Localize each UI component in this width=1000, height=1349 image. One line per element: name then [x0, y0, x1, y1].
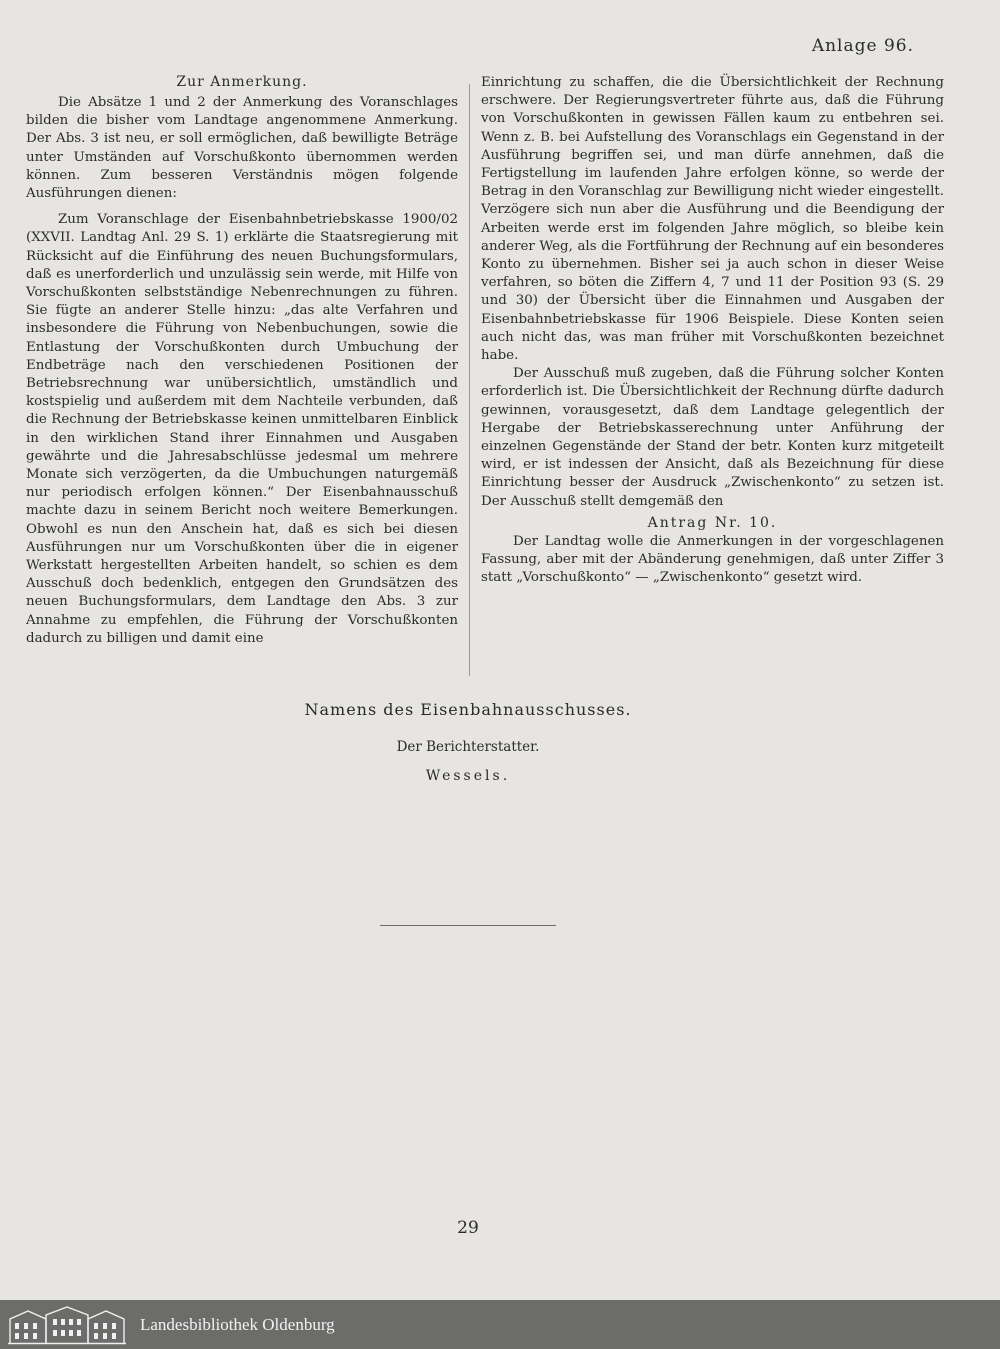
library-name: Landesbibliothek Oldenburg	[140, 1314, 335, 1334]
paragraph: Der Ausschuß muß zugeben, daß die Führung solcher Konten erforderlich ist. Die Übersichtlichkeit der Rechnung dürfte dadurch gewinnen, vorausgesetzt, daß dem Landtage gelegentlich der Hergabe der Betriebskasserechnung unter Anführung der einzelnen Gegenstände der Stand der betr. Konten kurz mitgeteilt wird, er ist indessen der Ansicht, daß als Bezeichnung für diese Einrichtung besser der Ausdruck „Zwischenkonto“ zu setzen ist. Der Ausschuß stellt demgemäß den	[481, 366, 944, 509]
text-columns	[26, 74, 944, 676]
column-divider	[469, 84, 470, 676]
section-title: Zur Anmerkung.	[176, 74, 308, 90]
left-column	[26, 74, 458, 676]
motion-title: Antrag Nr. 10.	[647, 514, 778, 531]
right-column	[481, 74, 944, 676]
horizontal-rule	[380, 925, 556, 926]
paragraph: Die Absätze 1 und 2 der Anmerkung des Voranschlages bilden die bisher vom Landtage angenommene Anmerkung. Der Abs. 3 ist neu, er soll ermöglichen, daß bewilligte Beträge unter Umständen auf Vorschußkonto übernommen werden können. Zum besseren Verständnis mögen folgende Ausführungen dienen:	[26, 95, 458, 202]
signature-name: Wessels.	[425, 768, 511, 784]
library-building-icon	[8, 1305, 126, 1345]
page-number: 29	[457, 1218, 479, 1238]
motion-text: Der Landtag wolle die Anmerkungen in der vorgeschlagenen Fassung, aber mit der Abänderung genehmigen, daß unter Ziffer 3 statt „Vorschußkonto“ — „Zwischenkonto“ gesetzt wird.	[481, 533, 944, 586]
library-footer	[0, 1300, 1000, 1349]
signature-title: Namens des Eisenbahnausschusses.	[304, 700, 632, 719]
annex-label: Anlage 96.	[811, 36, 914, 56]
signature-block	[0, 700, 936, 784]
signature-role: Der Berichterstatter.	[396, 739, 540, 755]
paragraph: Einrichtung zu schaffen, die die Übersichtlichkeit der Rechnung erschwere. Der Regierungsvertreter führte aus, daß die Führung von Vorschußkonten in gewissen Fällen kaum zu entbehren sei. Wenn z. B. bei Aufstellung des Voranschlags ein Gegenstand in der Ausführung begriffen sei, und man dürfe annehmen, daß die Fertigstellung im laufenden Jahre erfolgen könne, so werde der Betrag in den Voranschlag zur Bewilligung nicht wieder eingestellt. Verzögere sich nun aber die Ausführung und die Beendigung der Arbeiten werde erst im folgenden Jahre möglich, so bleibe kein anderer Weg, als die Fortführung der Rechnung auf ein besonderes Konto zu übernehmen. Bisher sei ja auch schon in dieser Weise verfahren, so böten die Ziffern 4, 7 und 11 der Position 93 (S. 29 und 30) der Übersicht über die Einnahmen und Ausgaben der Eisenbahnbetriebskasse für 1906 Beispiele. Diese Konten seien auch nicht das, was man früher mit Vorschußkonten bezeichnet habe.	[481, 75, 944, 364]
paragraph: Zum Voranschlage der Eisenbahnbetriebskasse 1900/02 (XXVII. Landtag Anl. 29 S. 1) erklärte die Staatsregierung mit Rücksicht auf die Einführung des neuen Buchungsformulars, daß es unerforderlich und unzulässig sein werde, mit Hilfe von Vorschußkonten selbstständige Nebenrechnungen zu führen. Sie fügte an anderer Stelle hinzu: „das alte Verfahren und insbesondere die Führung von Nebenbuchungen, sowie die Entlastung der Vorschußkonten durch Umbuchung der Endbeträge nach den verschiedenen Positionen der Betriebsrechnung war unübersichtlich, umständlich und kostspielig und außerdem mit dem Nachteile verbunden, daß die Rechnung der Betriebskasse keinen unmittelbaren Einblick in den wirklichen Stand ihrer Einnahmen und Ausgaben gewährte und die Jahresabschlüsse jedesmal um mehrere Monate sich verzögerten, da die Umbuchungen naturgemäß nur periodisch erfolgen können.“ Der Eisenbahnausschuß machte dazu in seinem Bericht noch weitere Bemerkungen. Obwohl es nun den Anschein hat, daß es sich bei diesen Ausführungen nur um Vorschußkonten über die in eigener Werkstatt hergestellten Arbeiten handelt, so schien es dem Ausschuß doch bedenklich, entgegen den Grundsätzen des neuen Buchungsformulars, dem Landtage den Abs. 3 zur Annahme zu empfehlen, die Führung der Vorschußkonten dadurch zu billigen und damit eine	[26, 212, 458, 646]
